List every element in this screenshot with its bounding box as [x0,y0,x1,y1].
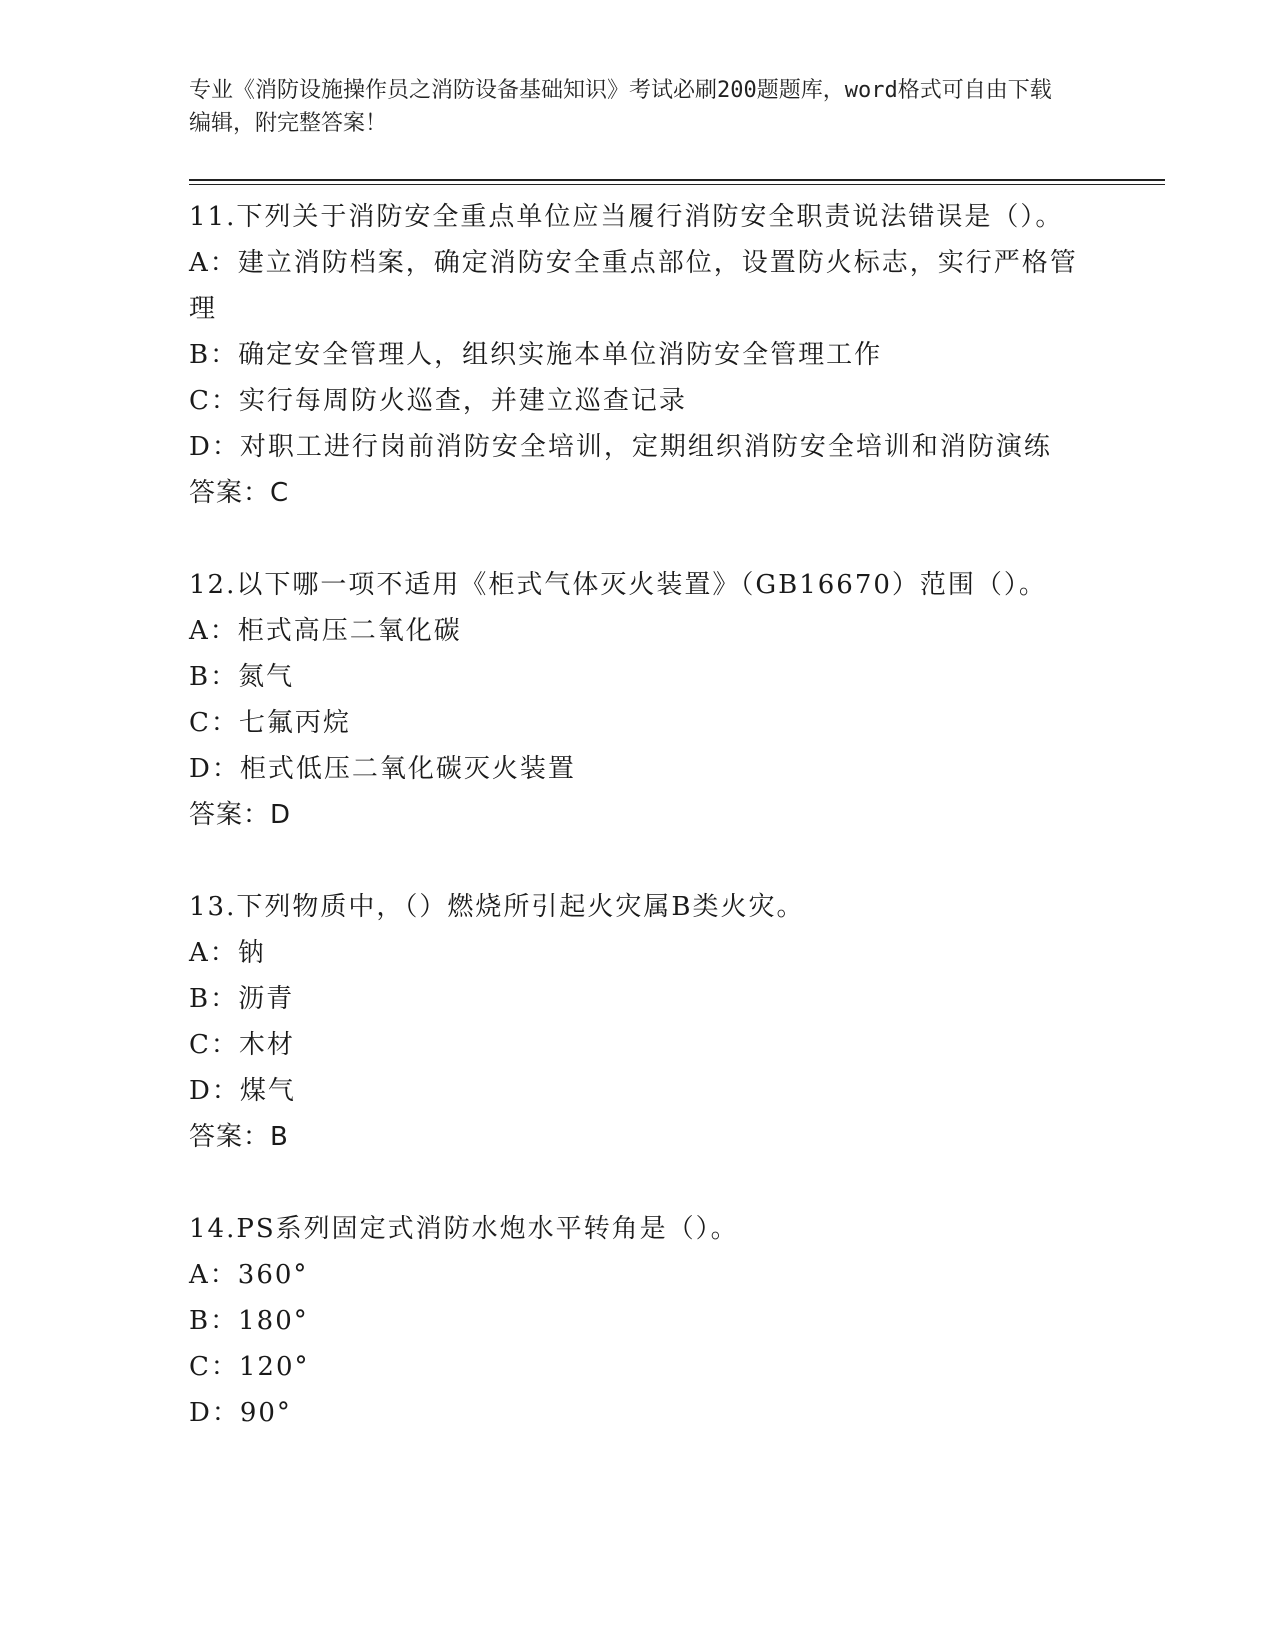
question-11 [189,194,1089,516]
option-c: C：七氟丙烷 [189,708,351,738]
question-stem: 11.下列关于消防安全重点单位应当履行消防安全职责说法错误是（）。 [189,202,1064,232]
option-a: A：钠 [189,938,266,968]
header-divider [189,179,1165,181]
document-header: 专业《消防设施操作员之消防设备基础知识》考试必刷200题题库，word格式可自由下载编辑，附完整答案！ [189,78,1052,136]
question-13 [189,884,1089,1160]
option-d: D：煤气 [189,1076,296,1106]
option-c: C：120° [189,1352,310,1382]
option-d: D：对职工进行岗前消防安全培训，定期组织消防安全培训和消防演练 [189,432,1052,462]
answer: 答案：D [189,800,292,830]
option-d: D：柜式低压二氧化碳灭火装置 [189,754,576,784]
question-stem: 12.以下哪一项不适用《柜式气体灭火装置》（GB16670）范围（）。 [189,570,1047,600]
question-14 [189,1206,1089,1436]
option-b: B：180° [189,1306,309,1336]
option-b: B：沥青 [189,984,295,1014]
option-a: A：柜式高压二氧化碳 [189,616,462,646]
question-stem: 14.PS系列固定式消防水炮水平转角是（）。 [189,1214,739,1244]
answer: 答案：C [189,478,290,508]
header-divider-thin [189,184,1165,185]
option-b: B：氮气 [189,662,295,692]
question-12 [189,562,1089,838]
option-c: C：木材 [189,1030,295,1060]
question-list [189,194,1089,1482]
option-b: B：确定安全管理人，组织实施本单位消防安全管理工作 [189,340,883,370]
option-a: A：360° [189,1260,309,1290]
option-a: A：建立消防档案，确定消防安全重点部位，设置防火标志，实行严格管理 [189,248,1078,324]
question-stem: 13.下列物质中，（）燃烧所引起火灾属B类火灾。 [189,892,805,922]
answer: 答案：B [189,1122,289,1152]
option-c: C：实行每周防火巡查，并建立巡查记录 [189,386,687,416]
option-d: D：90° [189,1398,292,1428]
